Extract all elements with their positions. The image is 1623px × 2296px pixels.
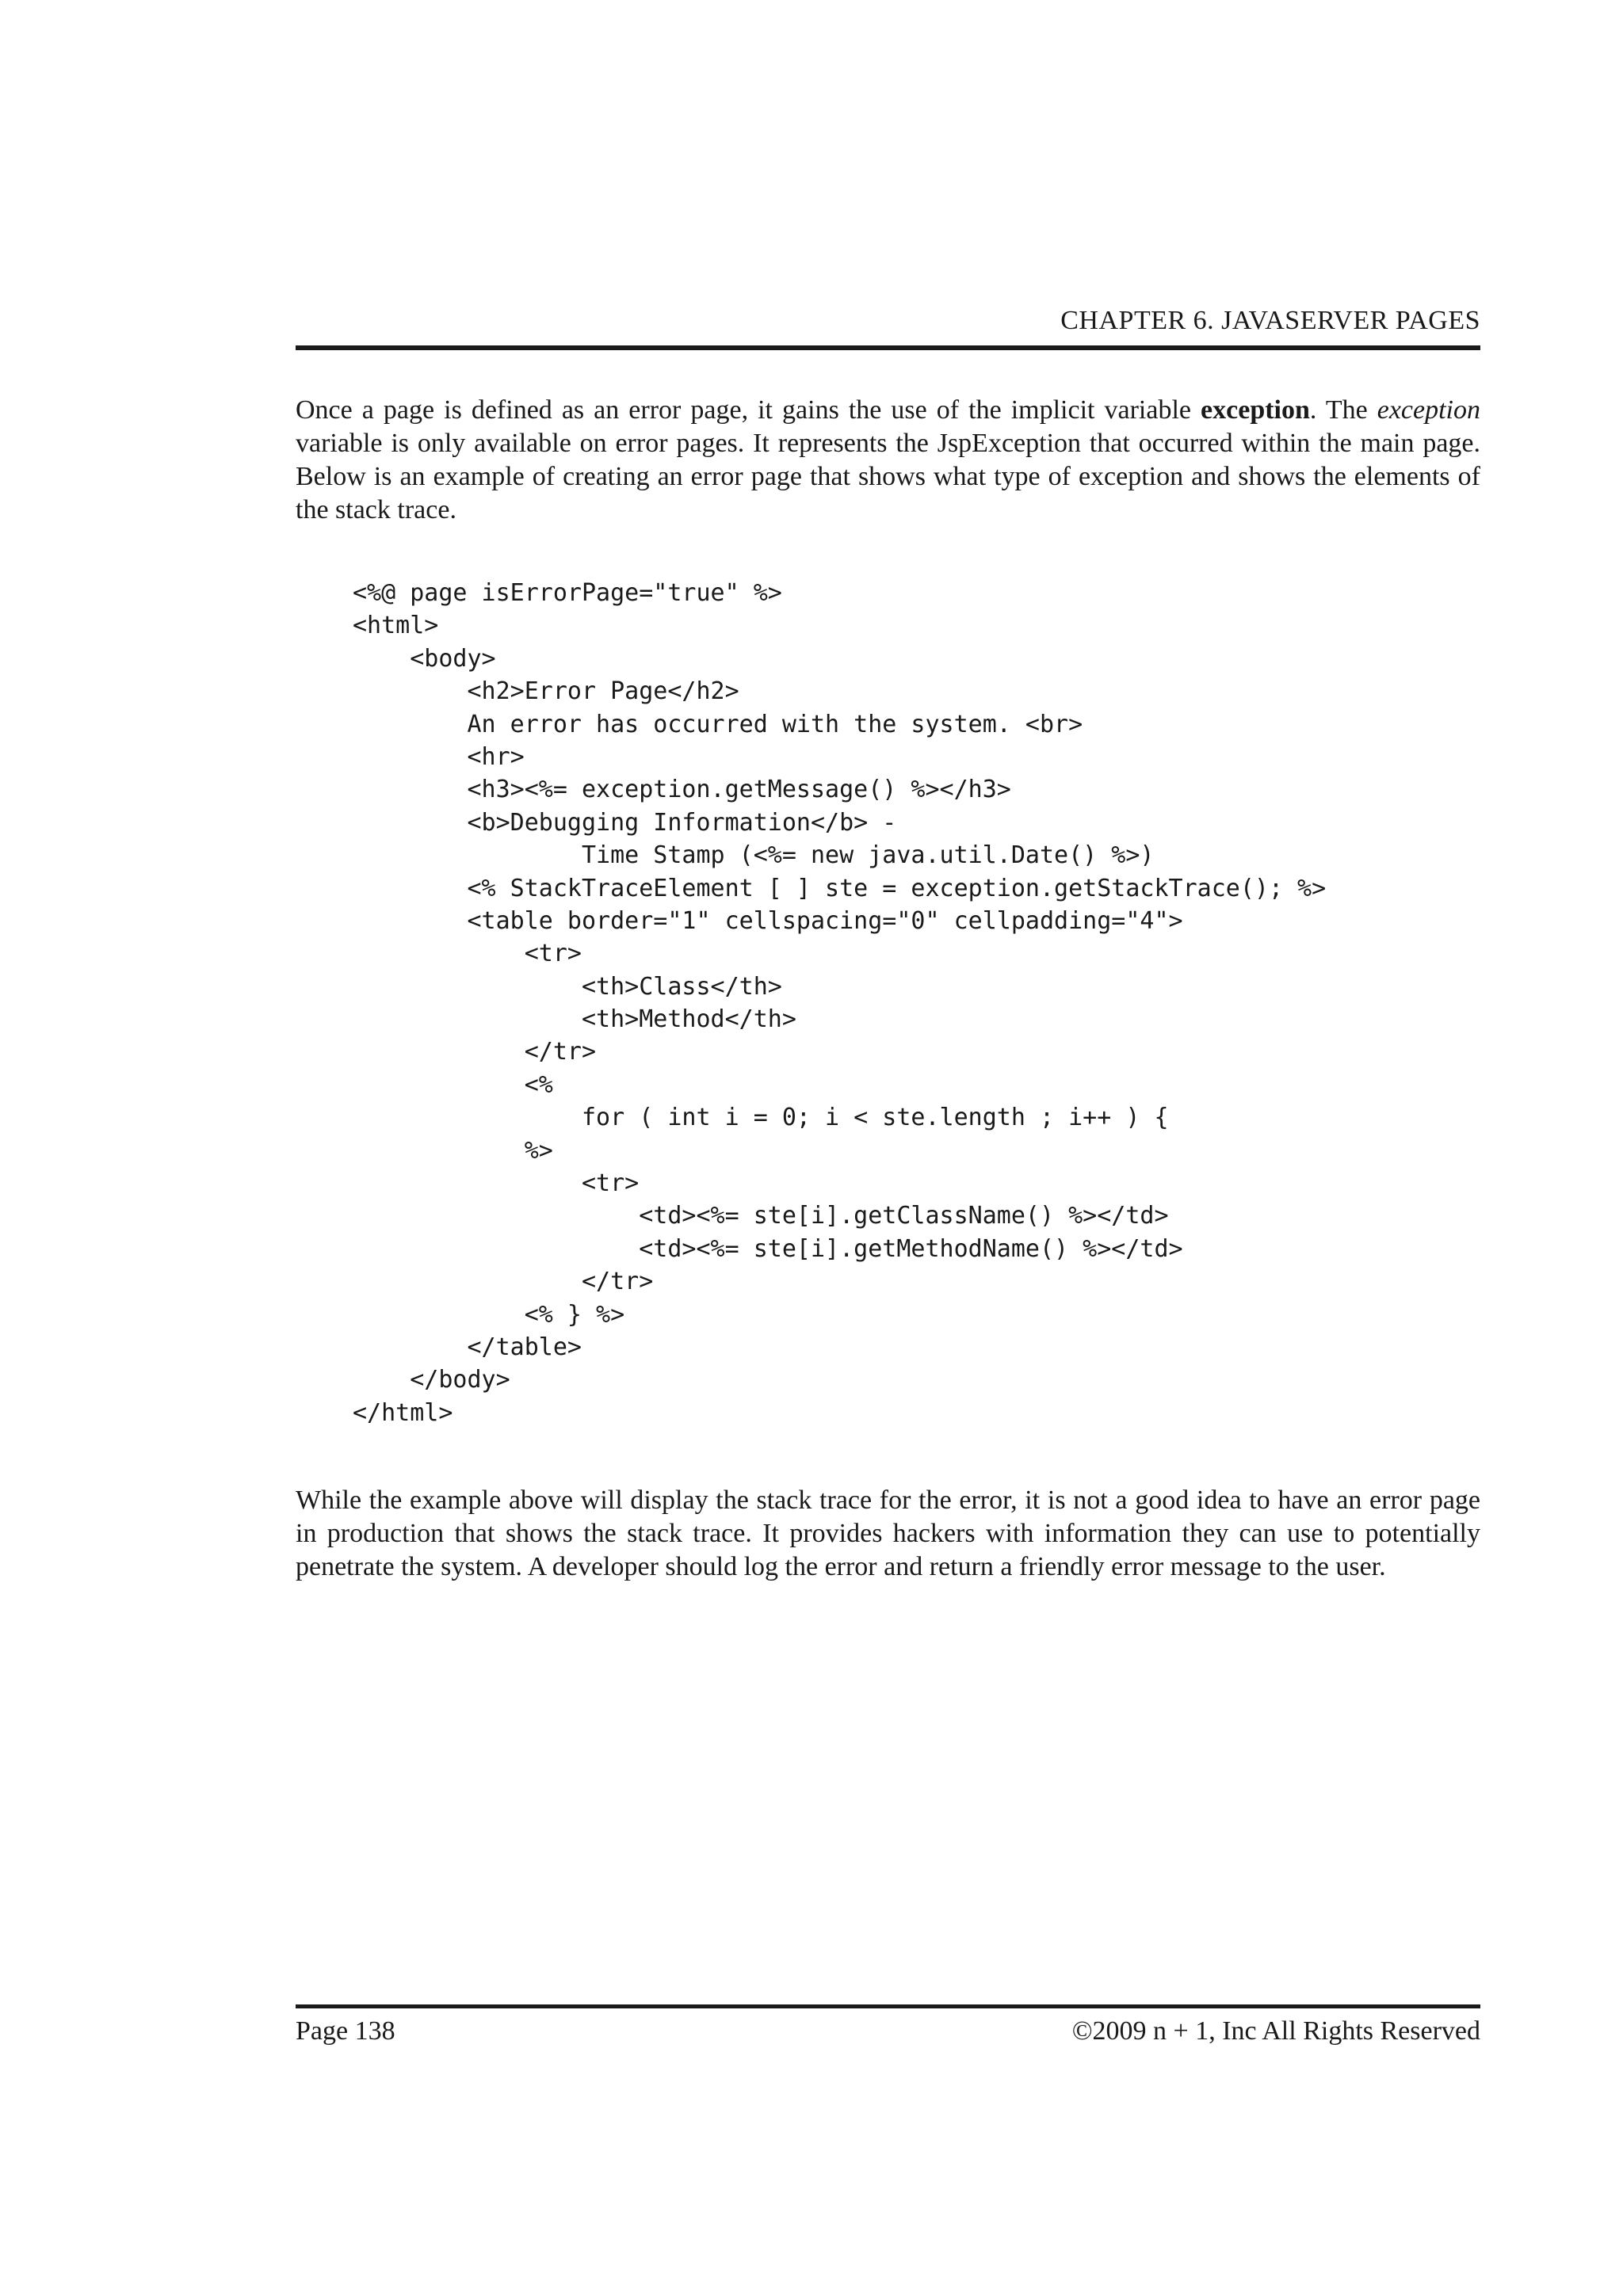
- intro-text-2: . The: [1309, 395, 1377, 425]
- copyright-notice: ©2009 n + 1, Inc All Rights Reserved: [1071, 2016, 1480, 2046]
- intro-text-3: variable is only available on error pages. It represents the JspException that occurred within the main page. Below is an example of creating an error page that shows what type of exception and shows the elements of the stack trace.: [296, 429, 1480, 524]
- header-rule: [296, 345, 1480, 350]
- code-line: <body>: [353, 644, 496, 673]
- keyword-exception-bold: exception: [1201, 395, 1310, 425]
- running-head: CHAPTER 6. JAVASERVER PAGES: [1060, 306, 1480, 335]
- code-line: </tr>: [353, 1038, 597, 1066]
- code-line: </table>: [353, 1333, 582, 1361]
- keyword-exception-italic: exception: [1377, 395, 1480, 425]
- code-line: <th>Class</th>: [353, 972, 782, 1001]
- code-line: <hr>: [353, 742, 525, 771]
- code-line: <b>Debugging Information</b> -: [353, 808, 897, 837]
- page-number: Page 138: [296, 2016, 395, 2046]
- code-line: <td><%= ste[i].getClassName() %></td>: [353, 1202, 1169, 1230]
- code-line: <th>Method</th>: [353, 1005, 796, 1034]
- code-line: <h2>Error Page</h2>: [353, 677, 739, 706]
- code-line: <td><%= ste[i].getMethodName() %></td>: [353, 1234, 1183, 1263]
- code-line: <html>: [353, 612, 439, 640]
- code-listing: [353, 577, 1326, 1429]
- code-line: An error has occurred with the system. <br>: [353, 710, 1083, 738]
- intro-text-1: Once a page is defined as an error page, it gains the use of the implicit variable: [296, 395, 1201, 425]
- code-line: <tr>: [353, 1169, 640, 1198]
- code-line: </tr>: [353, 1268, 654, 1296]
- closing-paragraph: While the example above will display the stack trace for the error, it is not a good idea to have an error page in production that shows the stack trace. It provides hackers with information they can use to potentially penetrate the system. A developer should log the error and return a friendly error message to the user.: [296, 1486, 1480, 1581]
- intro-paragraph: [296, 394, 1480, 527]
- code-line: <%@ page isErrorPage="true" %>: [353, 579, 782, 607]
- footer-rule: [296, 2004, 1480, 2008]
- code-line: </body>: [353, 1366, 510, 1394]
- code-line: </html>: [353, 1398, 453, 1427]
- code-line: <h3><%= exception.getMessage() %></h3>: [353, 776, 1011, 804]
- document-page: [296, 0, 1480, 2296]
- code-line: %>: [353, 1136, 553, 1165]
- code-line: for ( int i = 0; i < ste.length ; i++ ) {: [353, 1104, 1169, 1132]
- code-line: Time Stamp (<%= new java.util.Date() %>): [353, 841, 1155, 870]
- code-line: <% } %>: [353, 1300, 625, 1329]
- code-line: <%: [353, 1070, 553, 1099]
- code-line: <% StackTraceElement [ ] ste = exception.getStackTrace(); %>: [353, 874, 1327, 902]
- code-line: <table border="1" cellspacing="0" cellpadding="4">: [353, 906, 1183, 935]
- code-line: <tr>: [353, 940, 582, 968]
